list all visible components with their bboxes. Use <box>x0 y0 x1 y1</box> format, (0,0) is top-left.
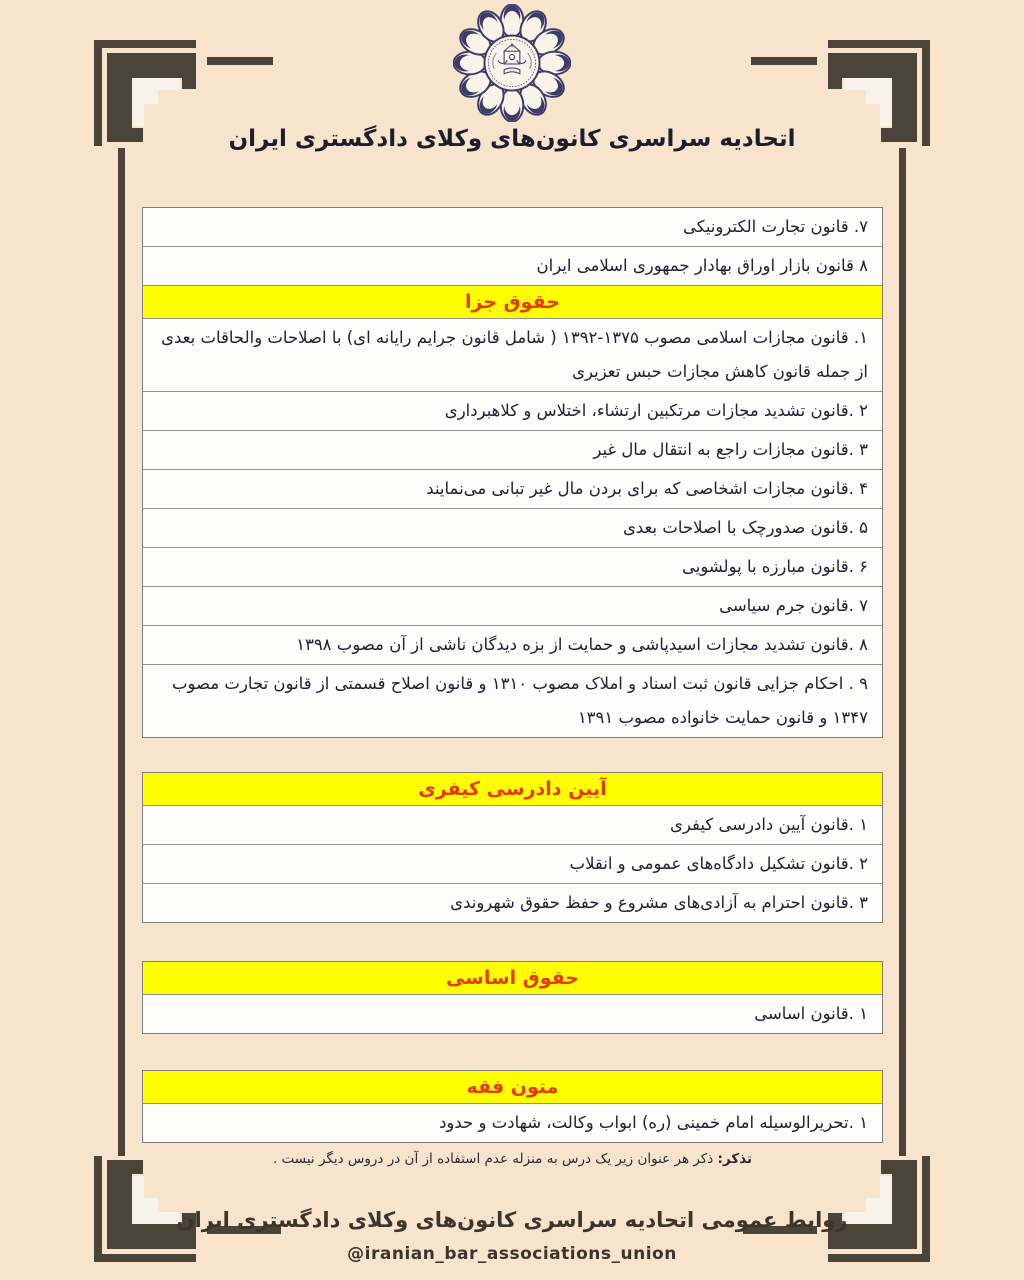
law-item: ۳ .قانون مجازات راجع به انتقال مال غیر <box>143 431 882 470</box>
law-item: ۱. قانون مجازات اسلامی مصوب ۱۳۷۵-۱۳۹۲ ( شامل قانون جرایم رایانه ای) با اصلاحات والحاقات بعدی از جمله قانون کاهش مجازات حبس تعزیری <box>143 319 882 392</box>
laws-table-constitutional <box>142 961 883 1034</box>
frame-dash <box>207 57 273 65</box>
section-header: حقوق جزا <box>143 286 882 319</box>
law-item: ۳ .قانون احترام به آزادی‌های مشروع و حفظ حقوق شهروندی <box>450 893 868 912</box>
footnote-text: ذکر هر عنوان زیر یک درس به منزله عدم استفاده از آن در دروس دیگر نیست . <box>272 1151 718 1167</box>
law-item: ۲ .قانون تشکیل دادگاه‌های عمومی و انقلاب <box>143 845 882 884</box>
section-header: آیین دادرسی کیفری <box>143 773 882 806</box>
law-item: ۷ .قانون جرم سیاسی <box>143 587 882 626</box>
law-item: ۶ .قانون مبارزه با پولشویی <box>143 548 882 587</box>
law-item: ۹ . احکام جزایی قانون ثبت اسناد و املاک مصوب ۱۳۱۰ و قانون اصلاح قسمتی از قانون تجارت مصوب ۱۳۴۷ و قانون حمایت خانواده مصوب ۱۳۹۱ <box>171 674 868 727</box>
frame-left-line <box>118 148 125 1156</box>
footer-organization: روابط عمومی اتحادیه سراسری کانون‌های وکلای دادگستری ایران <box>176 1208 848 1232</box>
section-header: متون فقه <box>143 1071 882 1104</box>
instagram-handle: @iranian_bar_associations_union <box>347 1244 677 1264</box>
frame-right-line <box>899 148 906 1156</box>
page-title: اتحادیه سراسری کانون‌های وکلای دادگستری ایران <box>228 126 796 152</box>
footnote-label: تذکر: <box>717 1151 753 1167</box>
laws-table-criminal-procedure <box>142 772 883 923</box>
law-item: ۷. قانون تجارت الکترونیکی <box>143 208 882 247</box>
law-item: ۵ .قانون صدورچک با اصلاحات بعدی <box>143 509 882 548</box>
laws-table-fiqh <box>142 1070 883 1143</box>
law-item: ۲ .قانون تشدید مجازات مرتکبین ارتشاء، اختلاس و کلاهبرداری <box>143 392 882 431</box>
law-item: ۸ قانون بازار اوراق بهادار جمهوری اسلامی ایران <box>143 247 882 286</box>
law-item: ۱ .قانون اساسی <box>754 1004 868 1023</box>
law-item: ۱ .تحریرالوسیله امام خمینی (ره) ابواب وکالت، شهادت و حدود <box>439 1113 868 1132</box>
law-item: ۱ .قانون آیین دادرسی کیفری <box>143 806 882 845</box>
section-header: حقوق اساسی <box>143 962 882 995</box>
bar-association-logo-icon <box>453 4 571 122</box>
laws-table-1 <box>142 207 883 738</box>
law-lists-content <box>142 207 883 1167</box>
law-item: ۸ .قانون تشدید مجازات اسیدپاشی و حمایت از بزه دیدگان ناشی از آن مصوب ۱۳۹۸ <box>143 626 882 665</box>
footnote <box>142 1151 883 1167</box>
law-item: ۴ .قانون مجازات اشخاصی که برای بردن مال غیر تبانی می‌نمایند <box>143 470 882 509</box>
frame-dash <box>751 57 817 65</box>
